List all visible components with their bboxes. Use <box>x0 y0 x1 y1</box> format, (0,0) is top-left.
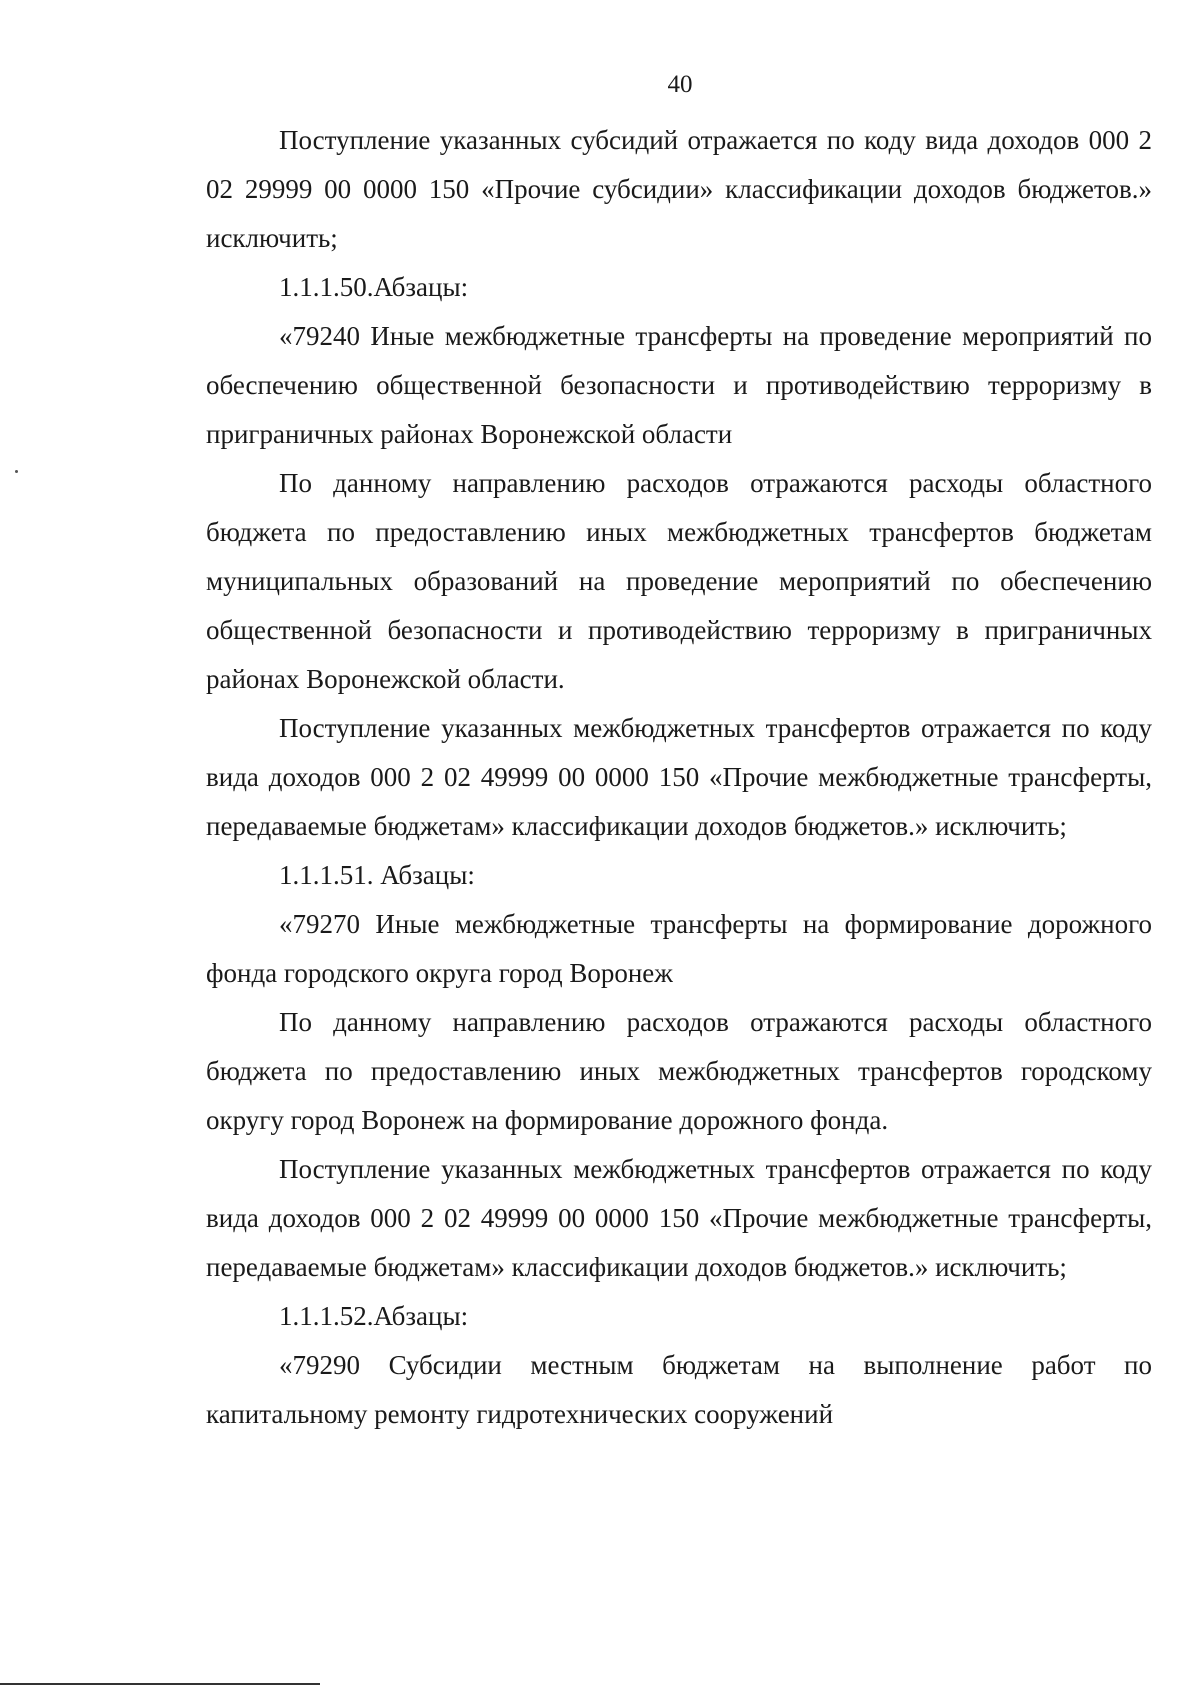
paragraph-section-1-1-1-52: 1.1.1.52.Абзацы: <box>279 1301 469 1331</box>
bottom-rule <box>0 1683 320 1685</box>
paragraph-subsidy-income: Поступление указанных субсидий отражается по коду вида доходов 000 2 02 29999 00 0000 150 «Прочие субсидии» классификации доходов бюджетов.» исключить; <box>206 125 1152 253</box>
paragraph-79240-title: «79240 Иные межбюджетные трансферты на проведение мероприятий по обеспечению общественной безопасности и противодействию терроризму в приграничных районах Воронежской области <box>206 321 1152 449</box>
paragraph-79240-income: Поступление указанных межбюджетных трансфертов отражается по коду вида доходов 000 2 02 49999 00 0000 150 «Прочие межбюджетные трансферты, передаваемые бюджетам» классификации доходов бюджетов.» исключить; <box>206 713 1152 841</box>
paragraph-79270-description: По данному направлению расходов отражаются расходы областного бюджета по предоставлению иных межбюджетных трансфертов городскому округу город Воронеж на формирование дорожного фонда. <box>206 1007 1152 1135</box>
paragraph-section-1-1-1-51: 1.1.1.51. Абзацы: <box>279 860 475 890</box>
paragraph-section-1-1-1-50: 1.1.1.50.Абзацы: <box>279 272 469 302</box>
paragraph-79290-title: «79290 Субсидии местным бюджетам на выполнение работ по капитальному ремонту гидротехнических сооружений <box>206 1350 1152 1429</box>
paragraph-79270-title: «79270 Иные межбюджетные трансферты на формирование дорожного фонда городского округа город Воронеж <box>206 909 1152 988</box>
page-number: 40 <box>667 71 693 98</box>
paragraph-79240-description: По данному направлению расходов отражаются расходы областного бюджета по предоставлению иных межбюджетных трансфертов бюджетам муниципальных образований на проведение мероприятий по обеспечению общественной безопасности и противодействию терроризму в приграничных районах Воронежской области. <box>206 468 1152 694</box>
scan-speck <box>15 470 18 473</box>
paragraph-79270-income: Поступление указанных межбюджетных трансфертов отражается по коду вида доходов 000 2 02 49999 00 0000 150 «Прочие межбюджетные трансферты, передаваемые бюджетам» классификации доходов бюджетов.» исключить; <box>206 1154 1152 1282</box>
document-body <box>206 116 1152 1439</box>
